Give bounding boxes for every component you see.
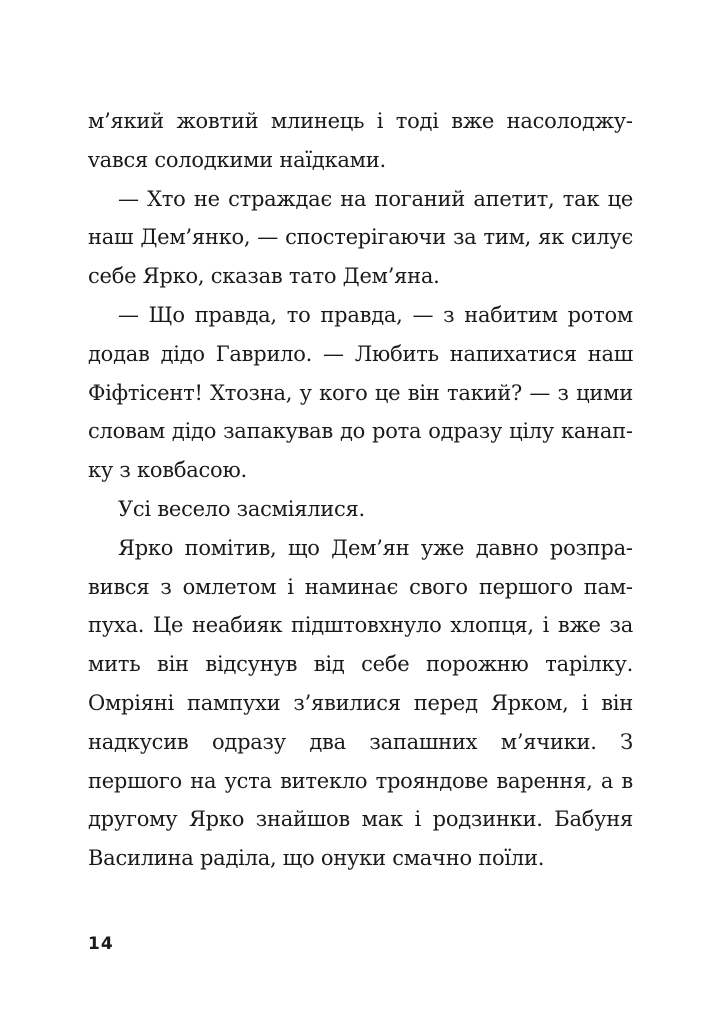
body-text	[88, 102, 633, 878]
paragraph-dialogue-father: — Хто не страждає на поганий апетит, так це наш Дем’янко, — спостерігаючи за тим, як силує себе Ярко, сказав тато Дем’яна.	[88, 186, 633, 289]
page-number: 14	[88, 934, 114, 954]
paragraph-continuation: м’який жовтий млинець і тоді вже насолоджуvався солодкими наїдками.	[88, 109, 633, 172]
paragraph-laughter: Усі весело засміялися.	[118, 496, 365, 521]
paragraph-breakfast: Ярко помітив, що Дем’ян уже давно розправився з омлетом і наминає свого першого пампуха. Це неабияк підштовхнуло хлопця, і вже за мить він відсунув від себе порожню тарілку. Омріяні пампухи з’явилися перед Ярком, і він надкусив одразу два запашних м’ячики. З першого на уста витекло трояндове варення, а в другому Ярко знайшов мак і родзинки. Бабуня Василина раділа, що онуки смачно поїли.	[88, 535, 633, 871]
paragraph-dialogue-grandpa: — Що правда, то правда, — з набитим ротом додав дідо Гаврило. — Любить напихатися наш Фіфтісент! Хтозна, у кого це він такий? — з цими словам дідо запакував до рота одразу цілу канапку з ковбасою.	[88, 302, 633, 483]
